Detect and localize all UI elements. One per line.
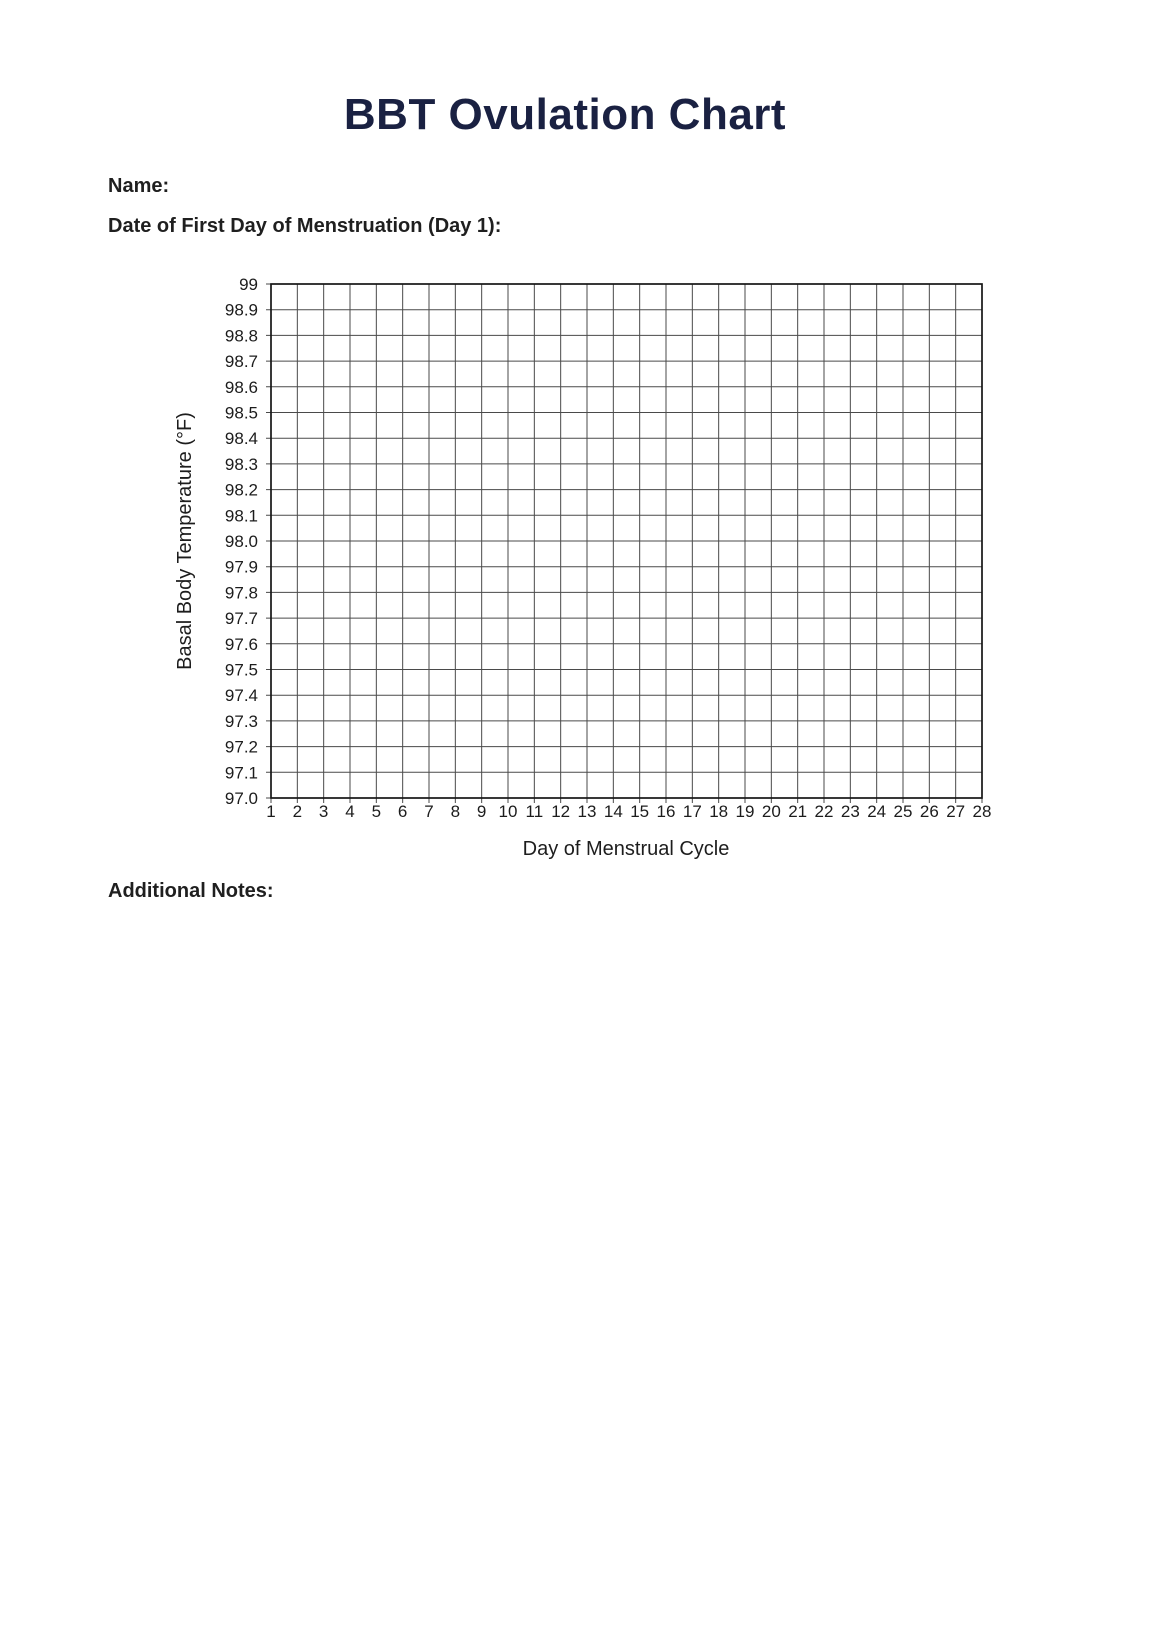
name-field-label: Name: bbox=[108, 175, 170, 197]
x-tick-label: 22 bbox=[814, 802, 834, 821]
x-tick-label: 16 bbox=[656, 802, 676, 821]
x-tick-label: 11 bbox=[525, 802, 544, 821]
y-tick-label: 97.3 bbox=[224, 711, 258, 731]
y-tick-label: 97.4 bbox=[224, 686, 258, 706]
y-tick-label: 97.0 bbox=[224, 789, 258, 808]
x-tick-label: 27 bbox=[946, 802, 966, 821]
x-tick-label: 5 bbox=[371, 802, 382, 821]
x-tick-label: 7 bbox=[424, 802, 434, 821]
y-tick-label: 97.1 bbox=[224, 763, 258, 783]
x-tick-label: 23 bbox=[840, 802, 860, 821]
x-tick-label: 19 bbox=[735, 802, 755, 821]
y-tick-label: 98.4 bbox=[224, 429, 258, 449]
x-tick-label: 18 bbox=[709, 802, 729, 821]
bbt-chart-grid bbox=[130, 250, 1030, 870]
y-tick-label: 98.2 bbox=[224, 480, 258, 500]
y-tick-label: 97.9 bbox=[224, 557, 258, 577]
x-tick-label: 28 bbox=[972, 802, 992, 821]
x-tick-label: 8 bbox=[450, 802, 461, 821]
x-tick-label: 12 bbox=[551, 802, 571, 821]
y-tick-label: 98.7 bbox=[224, 352, 258, 372]
x-axis-title: Day of Menstrual Cycle bbox=[522, 838, 730, 860]
y-tick-label: 97.6 bbox=[224, 634, 258, 654]
y-tick-label: 98.1 bbox=[224, 506, 258, 526]
y-tick-label: 98.6 bbox=[224, 377, 258, 397]
y-tick-label: 97.8 bbox=[224, 583, 258, 603]
y-tick-label: 99 bbox=[239, 275, 258, 294]
page-title: BBT Ovulation Chart bbox=[343, 90, 787, 139]
y-axis-title: Basal Body Temperature (°F) bbox=[174, 412, 196, 670]
y-tick-label: 97.5 bbox=[224, 660, 258, 680]
y-tick-label: 98.5 bbox=[224, 403, 258, 423]
x-tick-label: 20 bbox=[761, 802, 781, 821]
x-tick-label: 21 bbox=[788, 802, 808, 821]
x-tick-label: 26 bbox=[919, 802, 939, 821]
y-tick-label: 97.2 bbox=[224, 737, 258, 757]
date-field-label: Date of First Day of Menstruation (Day 1): bbox=[108, 215, 502, 237]
x-tick-label: 17 bbox=[682, 802, 702, 821]
x-tick-label: 4 bbox=[345, 802, 355, 821]
grid-lines bbox=[266, 284, 982, 803]
x-tick-label: 15 bbox=[630, 802, 650, 821]
x-tick-label: 13 bbox=[577, 802, 597, 821]
x-tick-label: 3 bbox=[318, 802, 329, 821]
x-tick-label: 25 bbox=[893, 802, 913, 821]
y-tick-label: 98.3 bbox=[224, 454, 258, 474]
x-tick-label: 6 bbox=[397, 802, 408, 821]
x-tick-label: 9 bbox=[476, 802, 487, 821]
x-tick-label: 2 bbox=[292, 802, 303, 821]
x-tick-label: 10 bbox=[498, 802, 518, 821]
y-tick-label: 97.7 bbox=[224, 609, 258, 629]
x-tick-label: 1 bbox=[266, 802, 276, 821]
y-tick-label: 98.9 bbox=[224, 300, 258, 320]
x-tick-label: 14 bbox=[603, 802, 623, 821]
notes-field-label: Additional Notes: bbox=[108, 880, 274, 902]
x-tick-label: 24 bbox=[867, 802, 887, 821]
y-tick-label: 98.0 bbox=[224, 532, 258, 551]
y-tick-label: 98.8 bbox=[224, 326, 258, 346]
